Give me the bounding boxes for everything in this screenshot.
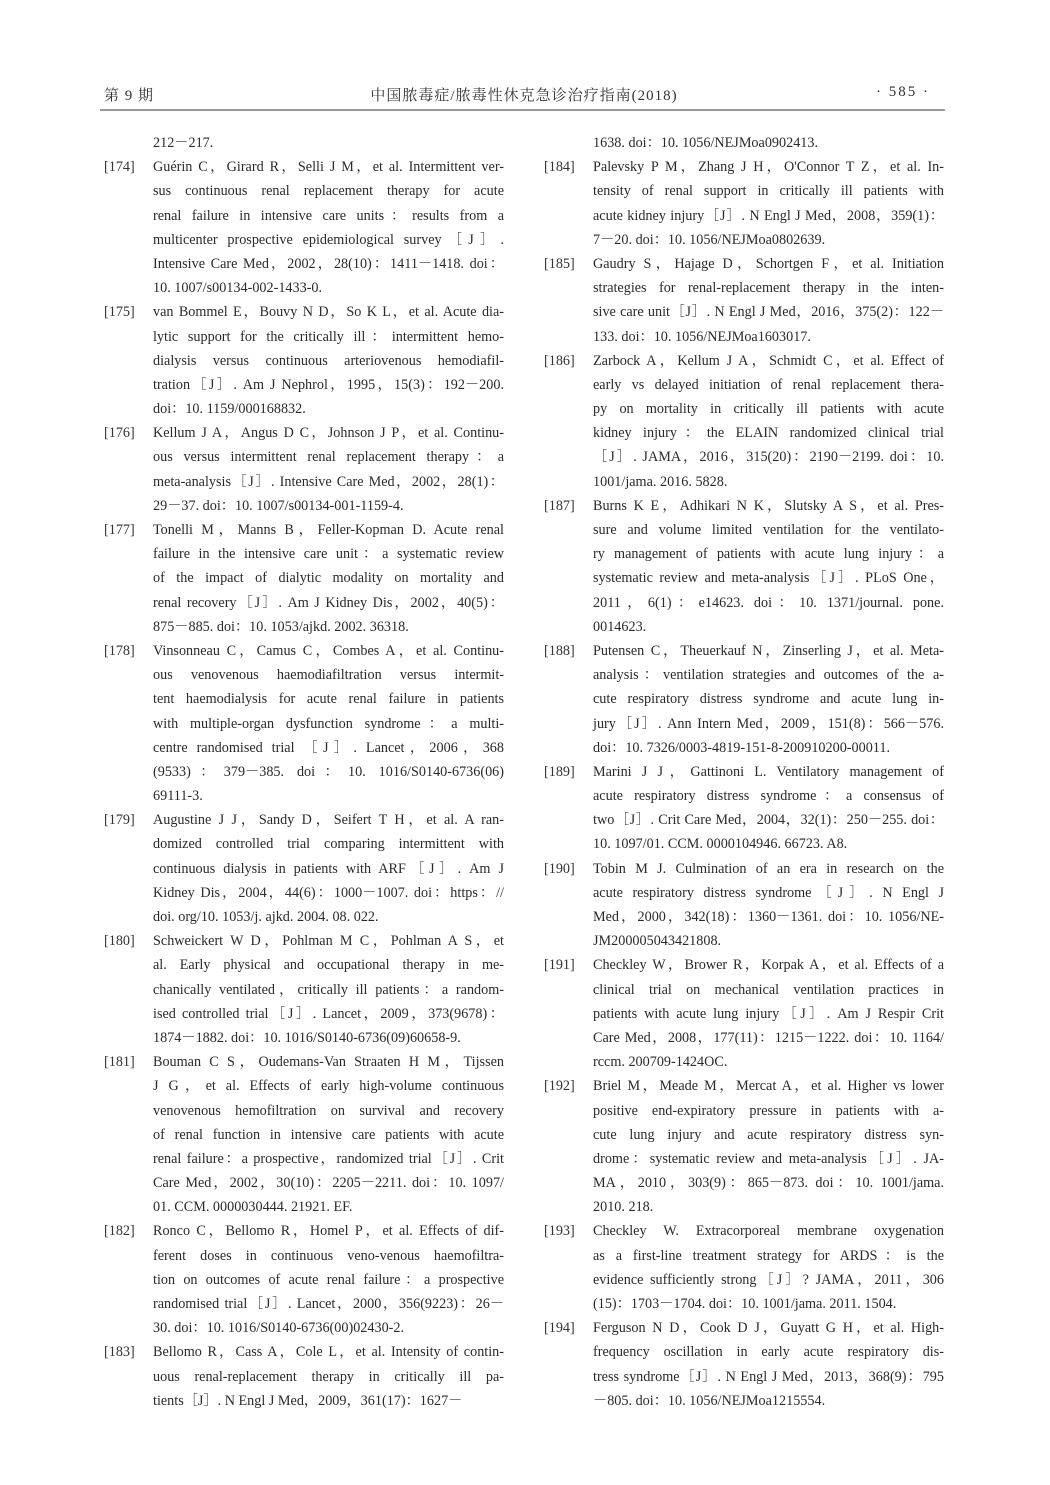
reference-first-line bbox=[544, 953, 944, 977]
reference-text-line: domized controlled trial comparing intermittent with bbox=[153, 836, 504, 853]
reference-text-line: (9533)：379－385. doi：10. 1016/S0140-6736(06) bbox=[153, 763, 504, 780]
reference-text-line: cute respiratory distress syndrome and acute lung in- bbox=[593, 691, 944, 708]
reference-text-line: acute kidney injury［J］. N Engl J Med，2008，359(1)： bbox=[593, 207, 944, 224]
reference-entry bbox=[544, 252, 944, 349]
reference-text-line: early vs delayed initiation of renal replacement thera- bbox=[593, 376, 944, 393]
reference-first-line bbox=[104, 1219, 504, 1243]
reference-first-line bbox=[544, 760, 944, 784]
reference-text-line: cute lung injury and acute respiratory distress syn- bbox=[593, 1126, 944, 1143]
reference-entry bbox=[104, 929, 504, 1050]
reference-first-line bbox=[104, 1050, 504, 1074]
reference-text-line: tensity of renal support in critically ill patients with bbox=[593, 183, 944, 200]
reference-entry bbox=[544, 639, 944, 760]
reference-first-line bbox=[544, 155, 944, 179]
reference-text-line: ised controlled trial［J］. Lancet，2009，373(9678)： bbox=[153, 1005, 504, 1022]
reference-text-line: 10. 1007/s00134-002-1433-0. bbox=[153, 280, 323, 297]
reference-text-line: Ronco C，Bellomo R，Homel P，et al. Effects of dif- bbox=[153, 1223, 504, 1240]
reference-text-line: tion on outcomes of acute renal failure：a prospective bbox=[153, 1271, 504, 1288]
reference-text-line: 1638. doi：10. 1056/NEJMoa0902413. bbox=[593, 135, 819, 151]
reference-text-line: of renal function in intensive care patients with acute bbox=[153, 1126, 504, 1143]
reference-text-line: Tobin M J. Culmination of an era in research on the bbox=[593, 860, 944, 877]
reference-text-line: dialysis versus continuous arteriovenous hemodiafil- bbox=[153, 352, 504, 369]
reference-number: [180] bbox=[104, 933, 135, 950]
reference-number: [177] bbox=[104, 522, 135, 538]
reference-text-line: tients［J］. N Engl J Med，2009，361(17)：1627－ bbox=[153, 1392, 463, 1409]
reference-number: [192] bbox=[544, 1078, 575, 1095]
reference-first-line bbox=[104, 300, 504, 324]
reference-text-line: Bellomo R，Cass A，Cole L，et al. Intensity of contin- bbox=[153, 1344, 504, 1361]
reference-text-line: 01. CCM. 0000030444. 21921. EF. bbox=[153, 1199, 353, 1216]
reference-text-line: venovenous hemofiltration on survival and recovery bbox=[153, 1102, 504, 1119]
reference-text-line: 2011，6(1)：e14623. doi：10. 1371/journal. pone. bbox=[593, 594, 944, 611]
reference-text-line: centre randomised trial ［J］. Lancet，2006，368 bbox=[153, 739, 504, 756]
reference-first-line bbox=[544, 349, 944, 373]
reference-text-line: －805. doi：10. 1056/NEJMoa1215554. bbox=[593, 1392, 826, 1409]
reference-entry bbox=[104, 155, 504, 300]
reference-text-line: doi：10. 7326/0003-4819-151-8-200910200-00011. bbox=[593, 739, 890, 756]
reference-text-line: doi. org/10. 1053/j. ajkd. 2004. 08. 022. bbox=[153, 909, 379, 925]
reference-first-line bbox=[104, 808, 504, 832]
reference-text-line: patients with acute lung injury［J］. Am J Respir Crit bbox=[593, 1005, 944, 1022]
reference-text-line: sure and volume limited ventilation for the ventilato- bbox=[593, 522, 944, 538]
reference-text-line: 875－885. doi：10. 1053/ajkd. 2002. 36318. bbox=[153, 618, 409, 635]
reference-text-line: Med，2000，342(18)：1360－1361. doi：10. 1056/NE- bbox=[593, 909, 944, 925]
reference-entry bbox=[104, 808, 504, 929]
reference-text-line: continuous dialysis in patients with ARF［J］. Am J bbox=[153, 860, 504, 877]
journal-title: 中国脓毒症/脓毒性休克急诊治疗指南(2018) bbox=[370, 88, 678, 104]
reference-text-line: Intensive Care Med，2002，28(10)：1411－1418. doi： bbox=[153, 255, 504, 272]
reference-text-line: uous renal-replacement therapy in critically ill pa- bbox=[153, 1368, 504, 1385]
reference-number: [179] bbox=[104, 812, 135, 829]
reference-entry bbox=[544, 760, 944, 857]
reference-entry bbox=[104, 639, 504, 808]
reference-continuation bbox=[104, 131, 504, 155]
reference-text-line: acute respiratory distress syndrome：a consensus of bbox=[593, 788, 944, 805]
reference-entry bbox=[544, 857, 944, 954]
reference-text-line: 2010. 218. bbox=[593, 1199, 654, 1216]
reference-text-line: Checkley W，Brower R，Korpak A，et al. Effects of a bbox=[593, 957, 944, 974]
reference-text-line: 10. 1097/01. CCM. 0000104946. 66723. A8. bbox=[593, 836, 848, 853]
reference-first-line bbox=[544, 1219, 944, 1243]
reference-text-line: ous venovenous haemodiafiltration versus intermit- bbox=[153, 667, 504, 684]
reference-text-line: 212－217. bbox=[153, 135, 214, 151]
reference-first-line bbox=[544, 1316, 944, 1340]
reference-text-line: failure in the intensive care unit：a systematic review bbox=[153, 546, 504, 563]
reference-text-line: ry management of patients with acute lung injury：a bbox=[593, 546, 944, 563]
reference-text-line: multicenter prospective epidemiological survey［J］. bbox=[153, 231, 504, 248]
reference-text-line: Marini J J，Gattinoni L. Ventilatory management of bbox=[593, 763, 944, 780]
reference-text-line: two［J］. Crit Care Med，2004，32(1)：250－255. doi： bbox=[593, 812, 944, 829]
reference-entry bbox=[104, 421, 504, 518]
reference-text-line: Kidney Dis，2004，44(6)：1000－1007. doi：https：// bbox=[153, 884, 504, 901]
reference-continuation bbox=[544, 131, 944, 155]
reference-text-line: lytic support for the critically ill：intermittent hemo- bbox=[153, 328, 504, 345]
reference-text-line: Care Med，2002，30(10)：2205－2211. doi：10. 1097/ bbox=[153, 1175, 504, 1192]
reference-text-line: evidence sufficiently strong［J］? JAMA，2011，306 bbox=[593, 1271, 944, 1288]
reference-text-line: (15)：1703－1704. doi：10. 1001/jama. 2011. 1504. bbox=[593, 1296, 897, 1312]
reference-entry bbox=[104, 1219, 504, 1340]
reference-entry bbox=[544, 1074, 944, 1219]
reference-number: [176] bbox=[104, 425, 135, 442]
reference-entry bbox=[544, 155, 944, 252]
reference-text-line: 133. doi：10. 1056/NEJMoa1603017. bbox=[593, 328, 811, 345]
reference-text-line: frequency oscillation in early acute respiratory dis- bbox=[593, 1344, 944, 1361]
reference-entry bbox=[544, 349, 944, 494]
reference-entry bbox=[104, 518, 504, 639]
reference-text-line: renal recovery［J］. Am J Kidney Dis，2002，40(5)： bbox=[153, 594, 504, 611]
reference-text-line: systematic review and meta-analysis［J］. PLoS One， bbox=[593, 570, 944, 587]
reference-text-line: J G，et al. Effects of early high-volume continuous bbox=[153, 1078, 504, 1095]
reference-text-line: 7－20. doi：10. 1056/NEJMoa0802639. bbox=[593, 231, 826, 248]
issue-number: 第 9 期 bbox=[104, 88, 155, 104]
reference-text-line: kidney injury：the ELAIN randomized clinical trial bbox=[593, 425, 944, 442]
reference-first-line bbox=[544, 494, 944, 518]
reference-first-line bbox=[104, 639, 504, 663]
reference-text-line: meta-analysis［J］. Intensive Care Med，2002，28(1)： bbox=[153, 473, 504, 490]
reference-number: [181] bbox=[104, 1054, 135, 1071]
reference-first-line bbox=[104, 155, 504, 179]
reference-text-line: clinical trial on mechanical ventilation practices in bbox=[593, 981, 944, 998]
reference-text-line: positive end-expiratory pressure in patients with a- bbox=[593, 1102, 944, 1119]
reference-text-line: renal failure in intensive care units：results from a bbox=[153, 207, 504, 224]
reference-first-line bbox=[104, 1340, 504, 1364]
reference-text-line: Guérin C，Girard R，Selli J M，et al. Intermittent ver- bbox=[153, 159, 504, 176]
reference-text-line: Bouman C S，Oudemans-Van Straaten H M，Tijssen bbox=[153, 1054, 504, 1071]
header-rule bbox=[100, 109, 945, 111]
reference-text-line: chanically ventilated，critically ill patients：a random- bbox=[153, 981, 504, 998]
reference-text-line: Zarbock A，Kellum J A，Schmidt C，et al. Effect of bbox=[593, 352, 944, 369]
reference-text-line: tent haemodialysis for acute renal failure in patients bbox=[153, 691, 504, 708]
reference-entry bbox=[104, 300, 504, 421]
reference-entry bbox=[544, 1316, 944, 1413]
reference-text-line: as a first-line treatment strategy for ARDS：is the bbox=[593, 1247, 944, 1264]
reference-text-line: Vinsonneau C，Camus C，Combes A，et al. Continu- bbox=[153, 642, 504, 659]
reference-text-line: Putensen C，Theuerkauf N，Zinserling J，et al. Meta- bbox=[593, 642, 944, 659]
reference-entry bbox=[544, 494, 944, 639]
running-header bbox=[104, 80, 944, 106]
reference-text-line: ous versus intermittent renal replacement therapy：a bbox=[153, 449, 504, 466]
reference-text-line: 29－37. doi：10. 1007/s00134-001-1159-4. bbox=[153, 497, 404, 514]
reference-text-line: drome：systematic review and meta-analysis［J］. JA- bbox=[593, 1150, 944, 1167]
reference-first-line bbox=[544, 1074, 944, 1098]
reference-text-line: Care Med，2008，177(11)：1215－1222. doi：10. 1164/ bbox=[593, 1029, 944, 1046]
reference-number: [183] bbox=[104, 1344, 135, 1361]
reference-text-line: MA，2010，303(9)：865－873. doi：10. 1001/jama. bbox=[593, 1175, 944, 1192]
reference-text-line: van Bommel E，Bouvy N D，So K L，et al. Acute dia- bbox=[153, 304, 504, 321]
reference-text-line: doi：10. 1159/000168832. bbox=[153, 401, 306, 418]
right-column bbox=[544, 131, 944, 1413]
reference-text-line: sus continuous renal replacement therapy for acute bbox=[153, 183, 504, 200]
reference-text-line: 1874－1882. doi：10. 1016/S0140-6736(09)60658-9. bbox=[153, 1029, 461, 1046]
reference-text-line: ferent doses in continuous veno-venous haemofiltra- bbox=[153, 1247, 504, 1264]
reference-entry bbox=[104, 1340, 504, 1413]
reference-first-line bbox=[544, 857, 944, 881]
reference-number: [194] bbox=[544, 1320, 575, 1337]
reference-text-line: tration［J］. Am J Nephrol，1995，15(3)：192－200. bbox=[153, 376, 504, 393]
reference-text-line: Kellum J A，Angus D C，Johnson J P，et al. Continu- bbox=[153, 425, 504, 442]
reference-text-line: acute respiratory distress syndrome［J］. N Engl J bbox=[593, 884, 944, 901]
reference-text-line: Palevsky P M，Zhang J H，O'Connor T Z，et al. In- bbox=[593, 159, 944, 176]
reference-number: [186] bbox=[544, 352, 575, 369]
reference-text-line: tress syndrome［J］. N Engl J Med，2013，368(9)：795 bbox=[593, 1368, 944, 1385]
reference-number: [185] bbox=[544, 255, 575, 272]
reference-number: [191] bbox=[544, 957, 575, 974]
reference-number: [187] bbox=[544, 497, 575, 514]
reference-text-line: Tonelli M，Manns B，Feller-Kopman D. Acute renal bbox=[153, 522, 504, 538]
reference-number: [175] bbox=[104, 304, 135, 321]
reference-text-line: with multiple-organ dysfunction syndrome：a multi- bbox=[153, 715, 504, 732]
reference-first-line bbox=[104, 929, 504, 953]
reference-text-line: Ferguson N D，Cook D J，Guyatt G H，et al. High- bbox=[593, 1320, 944, 1337]
reference-number: [188] bbox=[544, 642, 575, 659]
reference-number: [190] bbox=[544, 860, 575, 877]
reference-text-line: Briel M，Meade M，Mercat A，et al. Higher vs lower bbox=[593, 1078, 944, 1095]
page-number: · 585 · bbox=[876, 84, 930, 100]
reference-text-line: al. Early physical and occupational therapy in me- bbox=[153, 957, 504, 974]
reference-text-line: Checkley W. Extracorporeal membrane oxygenation bbox=[593, 1223, 944, 1240]
reference-text-line: of the impact of dialytic modality on mortality and bbox=[153, 570, 504, 587]
reference-number: [182] bbox=[104, 1223, 135, 1240]
reference-first-line bbox=[104, 518, 504, 542]
reference-text-line: 69111-3. bbox=[153, 788, 203, 805]
reference-first-line bbox=[544, 639, 944, 663]
reference-number: [184] bbox=[544, 159, 575, 176]
reference-text-line: rccm. 200709-1424OC. bbox=[593, 1054, 728, 1071]
reference-text-line: jury［J］. Ann Intern Med，2009，151(8)：566－576. bbox=[593, 715, 944, 732]
reference-text-line: 0014623. bbox=[593, 618, 647, 635]
reference-text-line: ［J］. JAMA，2016，315(20)：2190－2199. doi：10. bbox=[593, 449, 944, 466]
reference-number: [174] bbox=[104, 159, 135, 176]
reference-text-line: JM200005043421808. bbox=[593, 933, 722, 950]
reference-entry bbox=[104, 1050, 504, 1219]
reference-text-line: Burns K E，Adhikari N K，Slutsky A S，et al. Pres- bbox=[593, 497, 944, 514]
reference-text-line: sive care unit［J］. N Engl J Med，2016，375(2)：122－ bbox=[593, 304, 944, 321]
reference-entry bbox=[544, 953, 944, 1074]
reference-first-line bbox=[104, 421, 504, 445]
reference-text-line: Gaudry S，Hajage D，Schortgen F，et al. Initiation bbox=[593, 255, 944, 272]
left-column bbox=[104, 131, 504, 1413]
reference-text-line: Augustine J J，Sandy D，Seifert T H，et al. A ran- bbox=[153, 812, 504, 829]
reference-text-line: strategies for renal-replacement therapy in the inten- bbox=[593, 280, 944, 297]
reference-number: [193] bbox=[544, 1223, 575, 1240]
reference-number: [178] bbox=[104, 642, 135, 659]
reference-text-line: randomised trial［J］. Lancet，2000，356(9223)：26－ bbox=[153, 1296, 504, 1312]
reference-entry bbox=[544, 1219, 944, 1316]
reference-text-line: analysis：ventilation strategies and outcomes of the a- bbox=[593, 667, 944, 684]
reference-first-line bbox=[544, 252, 944, 276]
reference-text-line: renal failure：a prospective，randomized trial［J］. Crit bbox=[153, 1150, 504, 1167]
reference-text-line: py on mortality in critically ill patients with acute bbox=[593, 401, 944, 418]
reference-text-line: 30. doi：10. 1016/S0140-6736(00)02430-2. bbox=[153, 1320, 405, 1337]
reference-text-line: Schweickert W D，Pohlman M C，Pohlman A S，et bbox=[153, 933, 504, 950]
reference-number: [189] bbox=[544, 763, 575, 780]
reference-text-line: 1001/jama. 2016. 5828. bbox=[593, 473, 728, 490]
